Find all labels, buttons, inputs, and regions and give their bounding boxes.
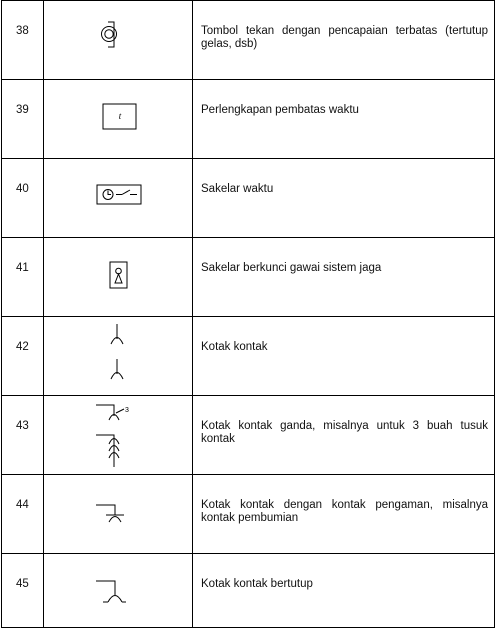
table-row — [2, 317, 495, 396]
row-number: 40 — [2, 159, 44, 238]
description: Sakelar waktu — [193, 159, 495, 238]
row-number: 42 — [2, 317, 44, 396]
socket-outlet-icon — [44, 317, 192, 396]
table-row — [2, 238, 495, 317]
description: Kotak kontak — [193, 317, 495, 396]
description: Kotak kontak dengan kontak pengaman, misalnya kontak pembumian — [193, 475, 495, 554]
symbol-label: 3 — [125, 407, 129, 414]
description: Kotak kontak ganda, misalnya untuk 3 buah tusuk kontak — [193, 396, 495, 475]
table-row — [2, 554, 495, 628]
time-limit-device-icon — [44, 80, 192, 159]
row-number: 44 — [2, 475, 44, 554]
symbol-cell — [44, 80, 193, 159]
symbol-label: t — [118, 111, 122, 121]
description: Tombol tekan dengan pencapaian terbatas (tertutup gelas, dsb) — [193, 1, 495, 80]
description: Perlengkapan pembatas waktu — [193, 80, 495, 159]
description: Kotak kontak bertutup — [193, 554, 495, 628]
symbol-table — [1, 0, 495, 628]
symbol-cell — [44, 159, 193, 238]
multiple-socket-outlet-icon — [44, 396, 192, 475]
time-switch-icon — [44, 159, 192, 238]
socket-with-cover-icon — [44, 554, 192, 628]
symbol-cell — [44, 396, 193, 475]
row-number: 39 — [2, 80, 44, 159]
table-row — [2, 80, 495, 159]
symbol-cell — [44, 1, 193, 80]
table-row — [2, 396, 495, 475]
guard-key-switch-icon — [44, 238, 192, 317]
row-number: 41 — [2, 238, 44, 317]
socket-with-earthing-contact-icon — [44, 475, 192, 554]
symbol-cell — [44, 475, 193, 554]
symbol-cell — [44, 317, 193, 396]
table-row — [2, 1, 495, 80]
row-number: 45 — [2, 554, 44, 628]
row-number: 43 — [2, 396, 44, 475]
symbol-cell — [44, 238, 193, 317]
table-row — [2, 159, 495, 238]
row-number: 38 — [2, 1, 44, 80]
description: Sakelar berkunci gawai sistem jaga — [193, 238, 495, 317]
table-row — [2, 475, 495, 554]
symbol-cell — [44, 554, 193, 628]
push-button-limited-access-icon — [44, 1, 192, 80]
